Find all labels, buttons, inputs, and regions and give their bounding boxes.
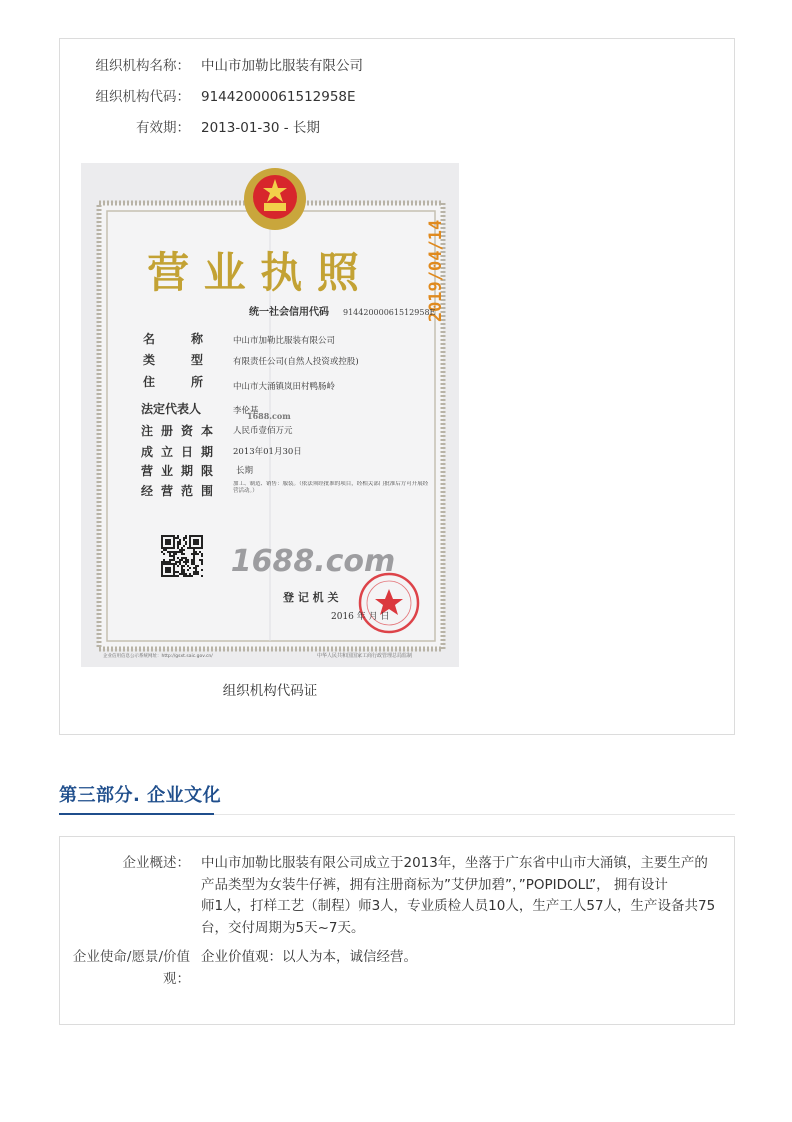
cert-row-label: 住 所	[143, 375, 204, 389]
cert-row-label: 法定代表人	[141, 402, 202, 416]
small-watermark: 1688.com	[247, 411, 291, 421]
field-label: 组织机构名称：	[95, 58, 190, 74]
registry-date: 2016 年 月 日	[331, 612, 390, 622]
corporate-culture-panel	[59, 836, 735, 1025]
overview-line: 师1人，打样工艺（制程）师3人，专业质检人员10人，生产工人57人，生产设备共75	[201, 898, 716, 914]
cert-row-value: 中山市大涌镇岚田村鸭肠岭	[233, 382, 336, 392]
cert-row-value: 2013年01月30日	[233, 447, 302, 457]
cert-row-label: 经营范围	[141, 484, 222, 498]
cert-row-label: 营业期限	[141, 464, 222, 478]
field-label	[60, 947, 190, 990]
cert-row-label: 成立日期	[141, 445, 222, 459]
business-license-image[interactable]	[81, 163, 459, 667]
cert-row-label: 注册资本	[141, 424, 222, 438]
field-value: 企业价值观：以人为本，诚信经营。	[201, 949, 417, 965]
cert-row-value: 中山市加勒比服装有限公司	[233, 336, 336, 346]
label-line: 观：	[163, 970, 190, 987]
qr-code-icon	[159, 533, 205, 579]
cert-row-value: 人民币壹佰万元	[233, 426, 293, 436]
overview-line: 产品类型为女装牛仔裤，拥有注册商标为”艾伊加碧”，”POPIDOLL”， 拥有设计	[201, 876, 668, 893]
credit-code-label: 统一社会信用代码	[249, 307, 329, 318]
field-value: 91442000061512958E	[201, 89, 356, 105]
field-value	[201, 853, 731, 939]
watermark: 1688.com	[230, 544, 396, 579]
label-line: 企业使命/愿景/价值	[72, 949, 190, 965]
cert-row-value: 加工、制造、销售：服装。（依法须经批准的项目，经相关部门批准后方可开展经营活动。）	[233, 481, 429, 494]
cert-footer-left: 企业信用信息公示系统网址：http://gsxt.saic.gov.cn/	[103, 654, 213, 659]
cert-row-value: 长期	[236, 466, 254, 476]
field-value: 2013-01-30 - 长期	[201, 120, 320, 136]
cert-footer-right: 中华人民共和国国家工商行政管理总局监制	[317, 653, 413, 659]
cert-row-label: 类 型	[143, 353, 204, 367]
cert-row-value: 有限责任公司(自然人投资或控股)	[233, 357, 359, 367]
section-title: 第三部分. 企业文化	[59, 785, 222, 806]
field-value: 中山市加勒比服装有限公司	[201, 58, 363, 74]
cert-row-value: 李伦基	[233, 406, 259, 416]
certificate-caption: 组织机构代码证	[222, 683, 318, 699]
credit-code-value: 91442000061512958E	[343, 308, 436, 317]
date-stamp: 2019/04/14	[426, 219, 446, 323]
registry-label: 登 记 机 关	[283, 591, 339, 604]
field-label: 企业概述：	[122, 855, 190, 871]
section-title-underline	[59, 813, 214, 815]
organization-info-panel	[59, 38, 735, 735]
cert-row-label: 名 称	[143, 332, 204, 346]
national-emblem-icon	[244, 168, 306, 230]
field-label: 组织机构代码：	[95, 89, 190, 105]
overview-line: 中山市加勒比服装有限公司成立于2013年，坐落于广东省中山市大涌镇，主要生产的	[201, 855, 708, 871]
field-label: 有效期：	[136, 120, 190, 136]
certificate-title: 营 业 执 照	[147, 248, 359, 297]
overview-line: 台，交付周期为5天~7天。	[201, 919, 365, 936]
